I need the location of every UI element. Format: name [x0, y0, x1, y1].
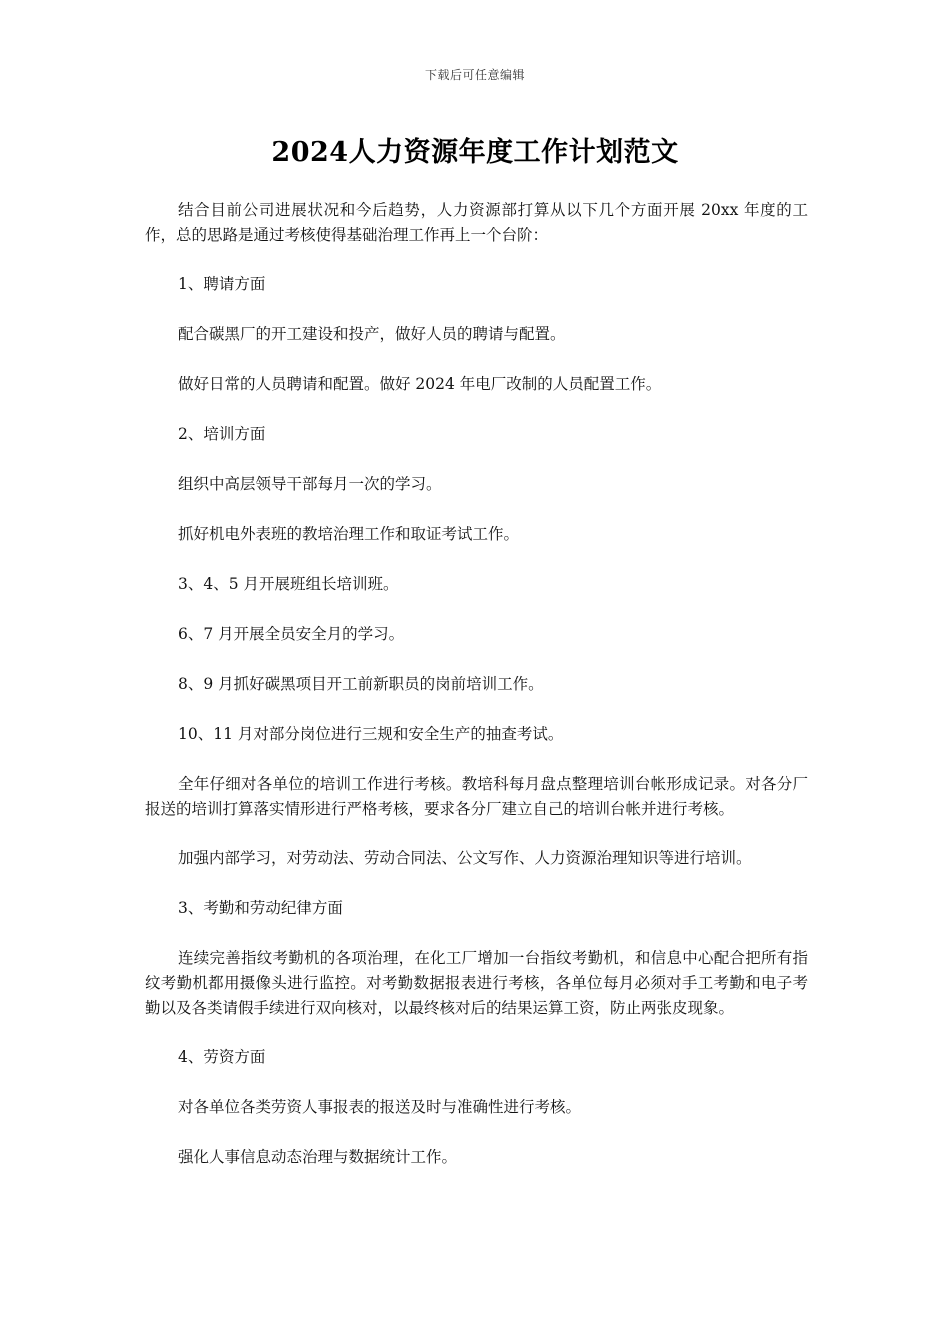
document-body — [145, 198, 808, 1195]
paragraph: 组织中高层领导干部每月一次的学习。 — [178, 475, 442, 493]
paragraph: 对各单位各类劳资人事报表的报送及时与准确性进行考核。 — [178, 1098, 582, 1116]
document-title: 2024人力资源年度工作计划范文 — [271, 137, 679, 168]
section-heading-attendance: 3、考勤和劳动纪律方面 — [178, 899, 343, 917]
section-heading-payroll: 4、劳资方面 — [178, 1048, 266, 1066]
paragraph: 8、9 月抓好碳黑项目开工前新职员的岗前培训工作。 — [178, 675, 544, 693]
paragraph: 加强内部学习，对劳动法、劳动合同法、公文写作、人力资源治理知识等进行培训。 — [178, 849, 752, 867]
paragraph: 连续完善指纹考勤机的各项治理，在化工厂增加一台指纹考勤机，和信息中心配合把所有指纹考勤机都用摄像头进行监控。对考勤数据报表进行考核，各单位每月必须对手工考勤和电子考勤以及各类请假手续进行双向核对，以最终核对后的结果运算工资，防止两张皮现象。 — [145, 949, 808, 1017]
paragraph: 抓好机电外表班的教培治理工作和取证考试工作。 — [178, 525, 520, 543]
paragraph: 3、4、5 月开展班组长培训班。 — [178, 575, 399, 593]
paragraph: 配合碳黑厂的开工建设和投产，做好人员的聘请与配置。 — [178, 325, 566, 343]
section-heading-recruitment: 1、聘请方面 — [178, 275, 266, 293]
paragraph: 强化人事信息动态治理与数据统计工作。 — [178, 1148, 458, 1166]
paragraph: 6、7 月开展全员安全月的学习。 — [178, 625, 405, 643]
paragraph: 全年仔细对各单位的培训工作进行考核。教培科每月盘点整理培训台帐形成记录。对各分厂报送的培训打算落实情形进行严格考核，要求各分厂建立自己的培训台帐并进行考核。 — [145, 775, 808, 818]
paragraph: 做好日常的人员聘请和配置。做好 2024 年电厂改制的人员配置工作。 — [178, 375, 662, 393]
section-heading-training: 2、培训方面 — [178, 425, 266, 443]
page-header-note: 下载后可任意编辑 — [424, 68, 525, 82]
paragraph: 10、11 月对部分岗位进行三规和安全生产的抽查考试。 — [178, 725, 564, 743]
paragraph-intro: 结合目前公司进展状况和今后趋势，人力资源部打算从以下几个方面开展 20xx 年度的工作，总的思路是通过考核使得基础治理工作再上一个台阶： — [145, 201, 808, 244]
